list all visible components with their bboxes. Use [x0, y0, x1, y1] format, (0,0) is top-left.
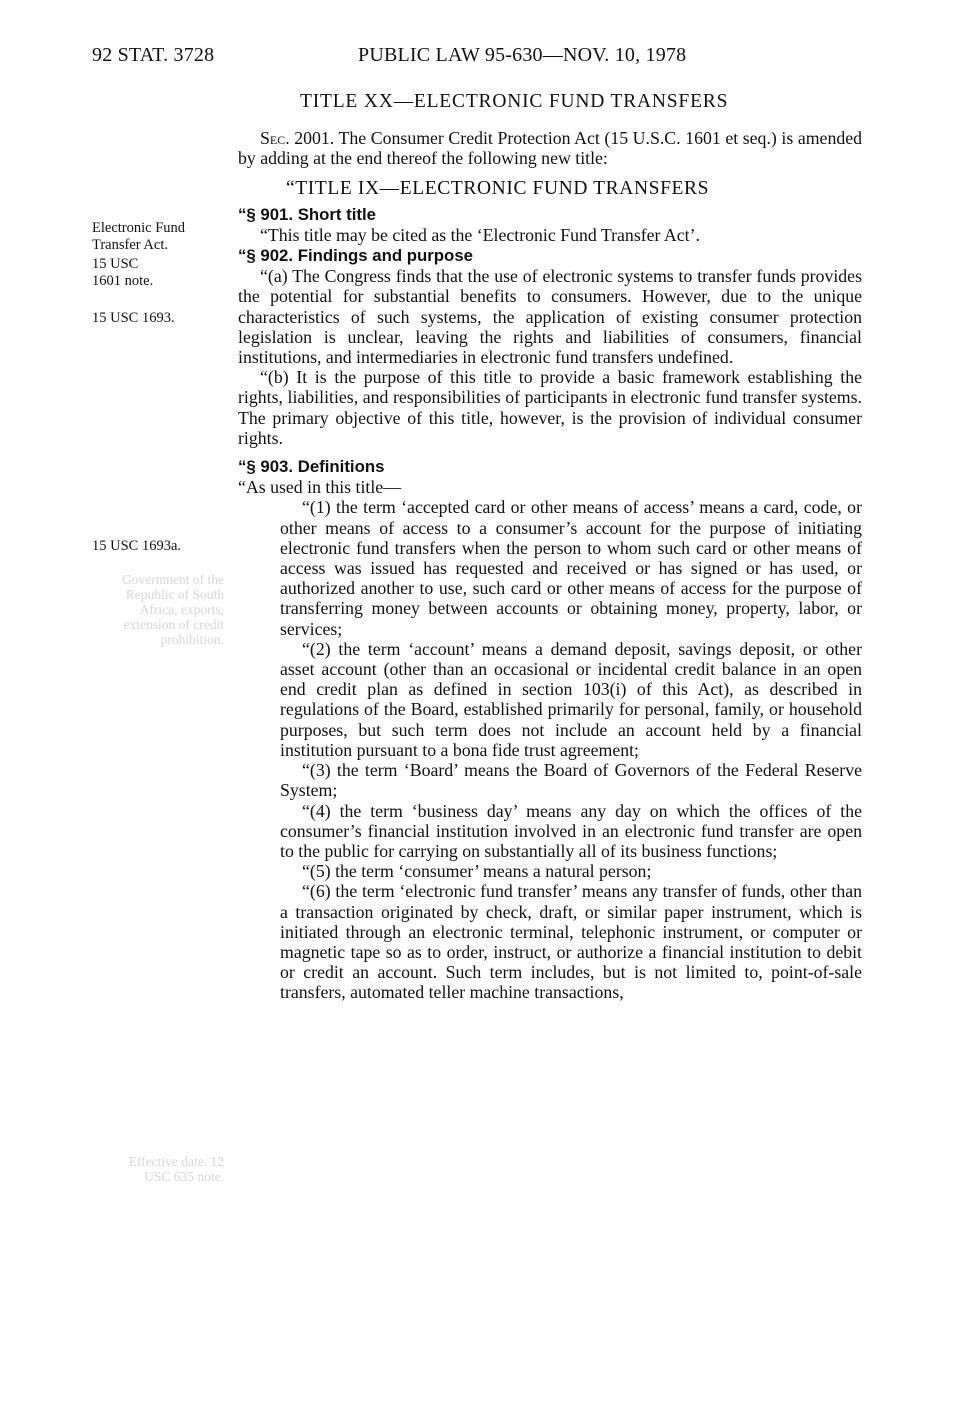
bleed-through-note-b: Effective date. 12 USC 635 note.: [128, 1154, 224, 1184]
section-902-heading: [238, 245, 862, 266]
margin-note-1601-text: 15 USC 1601 note.: [92, 256, 154, 289]
section-903-heading: [238, 456, 862, 477]
statute-body: [238, 128, 862, 1003]
margin-note-eft-act: [92, 220, 232, 253]
definition-6: “(6) the term ‘electronic fund transfer’ means any transfer of funds, other than a transaction originated by check, draft, or similar paper instrument, which is initiated through an electronic terminal, telephonic instrument, or computer or magnetic tape so as to order, instruct, or authorize a financial institution to debit or credit an account. Such term includes, but is not limited to, point-of-sale transfers, automated teller machine transactions,: [280, 881, 862, 1003]
sec-2001-paragraph: [238, 128, 862, 168]
section-902-heading-text: “§ 902. Findings and purpose: [238, 246, 473, 266]
margin-note-1693a: [92, 538, 232, 555]
margin-note-1693: [92, 310, 232, 327]
section-903-heading-text: “§ 903. Definitions: [238, 457, 385, 477]
definition-4: “(4) the term ‘business day’ means any day on which the offices of the consumer’s financial institution involved in an electronic fund transfer are open to the public for carrying on substantially all of its business functions;: [280, 800, 862, 861]
margin-note-1693-text: 15 USC 1693.: [92, 310, 175, 326]
section-903-intro: “As used in this title—: [238, 477, 401, 498]
section-902-a: “(a) The Congress finds that the use of electronic systems to transfer funds provides the potential for substantial benefits to consumers. However, due to the unique characteristics of such systems, the application of existing consumer protection legislation is unclear, leaving the rights and liabilities of consumers, financial institutions, and intermediaries in electronic fund transfers undefined.: [238, 266, 862, 368]
section-902-b: “(b) It is the purpose of this title to provide a basic framework establishing the rights, liabilities, and responsibilities of participants in electronic fund transfer systems. The primary objective of this title, however, is the provision of individual consumer rights.: [238, 367, 862, 448]
margin-note-1693a-text: 15 USC 1693a.: [92, 538, 182, 554]
margin-note-1601: [92, 256, 156, 289]
definition-5: “(5) the term ‘consumer’ means a natural person;: [302, 861, 652, 882]
section-901-heading-text: “§ 901. Short title: [238, 204, 377, 224]
statute-reference: 92 STAT. 3728: [92, 44, 215, 66]
bleed-through-note-a: Government of the Republic of South Africa, exports, extension of credit prohibition.: [122, 572, 224, 647]
sec-2001-text: The Consumer Credit Protection Act (15 U.S.C. 1601 et seq.) is amended by adding at the end thereof the following new title:: [238, 128, 863, 169]
public-law-reference: PUBLIC LAW 95-630—NOV. 10, 1978: [358, 44, 687, 66]
section-901-text: “This title may be cited as the ‘Electronic Fund Transfer Act’.: [260, 224, 700, 245]
margin-note-eft-act-text: Electronic Fund Transfer Act.: [92, 220, 186, 253]
section-901-heading: [238, 204, 862, 225]
definition-3: “(3) the term ‘Board’ means the Board of Governors of the Federal Reserve System;: [280, 760, 862, 801]
definition-1: “(1) the term ‘accepted card or other means of access’ means a card, code, or other means of access to a consumer’s account for the purpose of initiating electronic fund transfers when the person to whom such card or other means of access was issued has requested and received or has signed or has used, or authorized another to use, such card or other means of access for the purpose of transferring money between accounts or obtaining money, property, labor, or services;: [280, 497, 862, 639]
title-xx-heading: TITLE XX—ELECTRONIC FUND TRANSFERS: [300, 91, 729, 112]
sec-2001-label: Sec. 2001.: [260, 128, 335, 148]
title-ix-heading: “TITLE IX—ELECTRONIC FUND TRANSFERS: [286, 178, 710, 200]
definition-2: “(2) the term ‘account’ means a demand deposit, savings deposit, or other asset account (other than an occasional or incidental credit balance in an open end credit plan as defined in section 103(i) of this Act), as described in regulations of the Board, established primarily for personal, family, or household purposes, but such term does not include an account held by a financial institution pursuant to a bona fide trust agreement;: [280, 638, 862, 760]
